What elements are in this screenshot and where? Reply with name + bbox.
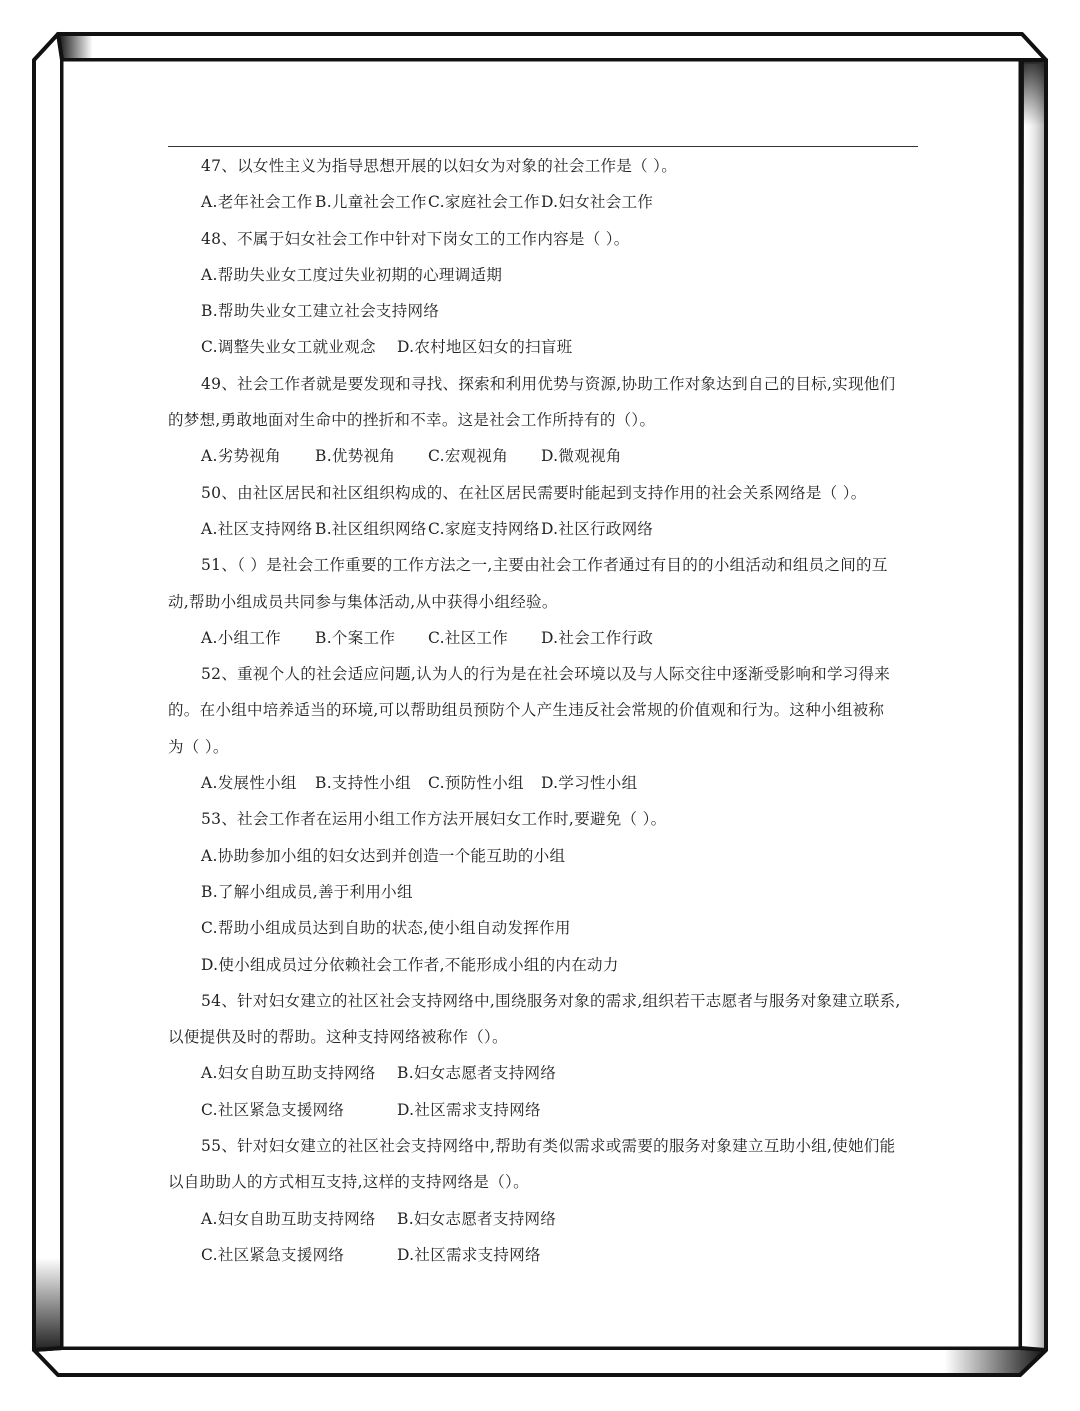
answer-option: D.社区需求支持网络 (397, 1100, 541, 1119)
options-row (168, 257, 918, 293)
question-block (168, 221, 918, 366)
answer-option: B.儿童社会工作 (315, 193, 427, 212)
answer-option: D.社区行政网络 (541, 519, 654, 538)
options-row (168, 438, 918, 474)
question-text: 以自助助人的方式相互支持,这样的支持网络是（）。 (168, 1173, 529, 1192)
question-text: 为（ ）。 (168, 737, 229, 756)
answer-option: A.发展性小组 (201, 774, 297, 793)
answer-option: C.预防性小组 (428, 774, 524, 793)
answer-option: B.妇女志愿者支持网络 (397, 1209, 557, 1228)
options-row (168, 511, 918, 547)
question-block (168, 148, 918, 221)
question-text: 55、针对妇女建立的社区社会支持网络中,帮助有类似需求或需要的服务对象建立互助小组,使她们能 (201, 1137, 896, 1156)
answer-option: C.帮助小组成员达到自助的状态,使小组自动发挥作用 (201, 919, 571, 938)
answer-option: B.了解小组成员,善于利用小组 (201, 882, 413, 901)
answer-option: B.支持性小组 (315, 774, 411, 793)
answer-option: B.妇女志愿者支持网络 (397, 1064, 557, 1083)
options-row (168, 765, 918, 801)
question-text: 以便提供及时的帮助。这种支持网络被称作（）。 (168, 1028, 508, 1047)
answer-option: B.帮助失业女工建立社会支持网络 (201, 302, 440, 321)
question-block (168, 366, 918, 475)
answer-option: D.社区需求支持网络 (397, 1245, 541, 1264)
answer-option: A.妇女自助互助支持网络 (201, 1209, 376, 1228)
answer-option: C.家庭社会工作 (428, 193, 540, 212)
options-row (168, 1201, 918, 1237)
question-text: 的梦想,勇敢地面对生命中的挫折和不幸。这是社会工作所持有的（）。 (168, 411, 656, 430)
question-text: 49、社会工作者就是要发现和寻找、探索和利用优势与资源,协助工作对象达到自己的目标,实现他们 (201, 374, 896, 393)
options-row (168, 910, 918, 946)
options-row (168, 1237, 918, 1273)
answer-option: A.帮助失业女工度过失业初期的心理调适期 (201, 265, 503, 284)
options-row (168, 947, 918, 983)
question-text: 54、针对妇女建立的社区社会支持网络中,围绕服务对象的需求,组织若干志愿者与服务对象建立联系, (201, 991, 901, 1010)
answer-option: D.使小组成员过分依赖社会工作者,不能形成小组的内在动力 (201, 955, 619, 974)
question-list (168, 146, 918, 1273)
question-text: 51、（ ）是社会工作重要的工作方法之一,主要由社会工作者通过有目的的小组活动和组员之间的互 (201, 556, 888, 575)
question-text: 50、由社区居民和社区组织构成的、在社区居民需要时能起到支持作用的社会关系网络是（ ）。 (201, 483, 867, 502)
question-text: 52、重视个人的社会适应问题,认为人的行为是在社会环境以及与人际交往中逐渐受影响和学习得来 (201, 665, 891, 684)
question-block (168, 547, 918, 656)
question-text: 动,帮助小组成员共同参与集体活动,从中获得小组经验。 (168, 592, 558, 611)
options-row (168, 329, 918, 365)
question-text: 的。在小组中培养适当的环境,可以帮助组员预防个人产生违反社会常规的价值观和行为。这种小组被称 (168, 701, 885, 720)
options-row (168, 1092, 918, 1128)
answer-option: A.妇女自助互助支持网络 (201, 1064, 376, 1083)
question-block (168, 656, 918, 801)
options-row (168, 184, 918, 220)
answer-option: A.劣势视角 (201, 447, 281, 466)
options-row (168, 620, 918, 656)
answer-option: D.学习性小组 (541, 774, 638, 793)
answer-option: B.社区组织网络 (315, 519, 427, 538)
answer-option: A.社区支持网络 (201, 519, 313, 538)
question-block (168, 1128, 918, 1273)
options-row (168, 293, 918, 329)
answer-option: C.调整失业女工就业观念 (201, 338, 376, 357)
answer-option: A.老年社会工作 (201, 193, 313, 212)
options-row (168, 1055, 918, 1091)
answer-option: B.优势视角 (315, 447, 396, 466)
answer-option: A.小组工作 (201, 628, 281, 647)
answer-option: C.家庭支持网络 (428, 519, 540, 538)
answer-option: C.社区紧急支援网络 (201, 1100, 345, 1119)
answer-option: D.农村地区妇女的扫盲班 (397, 338, 573, 357)
question-block (168, 983, 918, 1128)
question-text: 53、社会工作者在运用小组工作方法开展妇女工作时,要避免（ ）。 (201, 810, 667, 829)
question-text: 48、不属于妇女社会工作中针对下岗女工的工作内容是（ ）。 (201, 229, 630, 248)
answer-option: C.社区工作 (428, 628, 509, 647)
question-block (168, 801, 918, 982)
options-row (168, 838, 918, 874)
answer-option: C.宏观视角 (428, 447, 509, 466)
answer-option: D.妇女社会工作 (541, 193, 654, 212)
answer-option: B.个案工作 (315, 628, 396, 647)
options-row (168, 874, 918, 910)
answer-option: C.社区紧急支援网络 (201, 1245, 345, 1264)
question-block (168, 475, 918, 548)
answer-option: D.微观视角 (541, 447, 622, 466)
answer-option: D.社会工作行政 (541, 628, 654, 647)
answer-option: A.协助参加小组的妇女达到并创造一个能互助的小组 (201, 846, 566, 865)
question-text: 47、以女性主义为指导思想开展的以妇女为对象的社会工作是（ ）。 (201, 157, 678, 175)
